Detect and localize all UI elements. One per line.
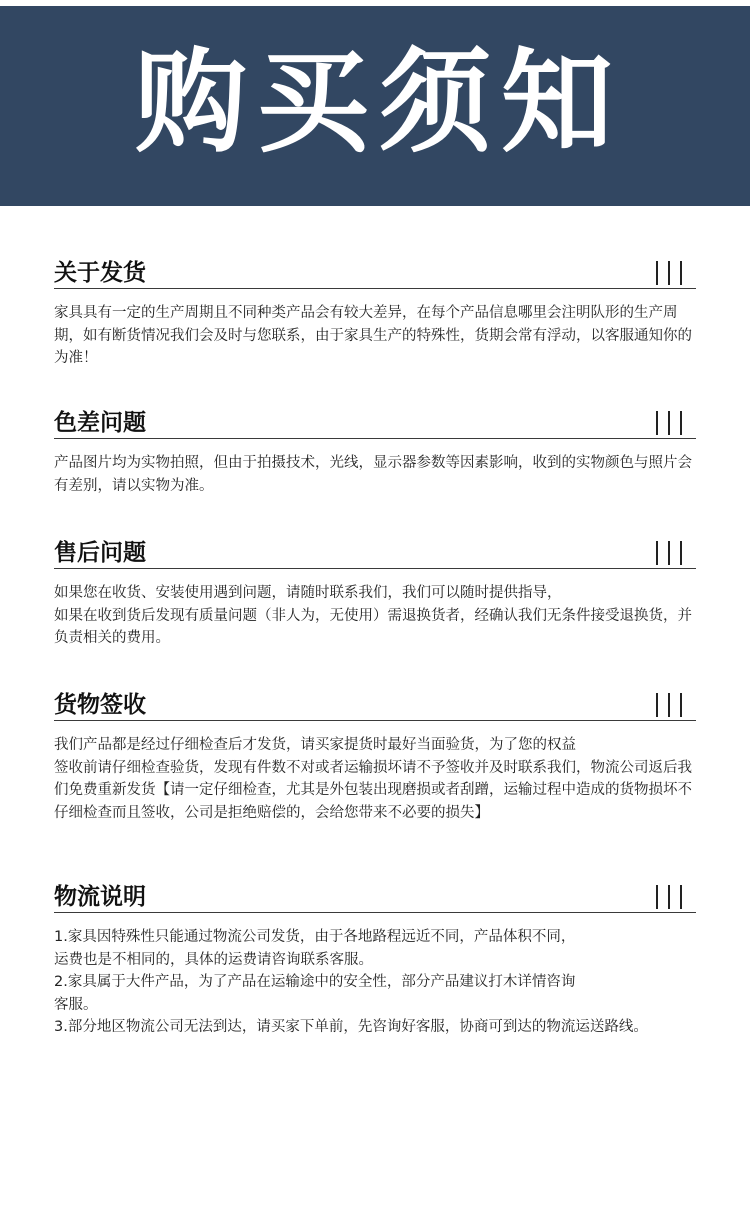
- paragraph: 运费也是不相同的，具体的运费请咨询联系客服。: [54, 951, 373, 968]
- section-body: [54, 926, 696, 1039]
- triple-bar-icon: [656, 411, 682, 435]
- section-header: [54, 534, 696, 569]
- triple-bar-icon: [656, 261, 682, 285]
- paragraph: 2.家具属于大件产品，为了产品在运输途中的安全性，部分产品建议打木详情咨询: [54, 974, 576, 990]
- section-title: 色差问题: [54, 410, 146, 436]
- section-body: [54, 734, 696, 824]
- section-color-difference: [54, 404, 696, 497]
- page-title: 购买须知: [135, 38, 623, 168]
- paragraph: 如果您在收货、安装使用遇到问题，请随时联系我们，我们可以随时提供指导，: [54, 585, 562, 601]
- paragraph: 我们产品都是经过仔细检查后才发货，请买家提货时最好当面验货，为了您的权益: [54, 737, 576, 753]
- section-logistics: [54, 878, 696, 1039]
- section-body: [54, 582, 696, 650]
- paragraph: 1.家具因特殊性只能通过物流公司发货，由于各地路程远近不同，产品体积不同，: [54, 929, 576, 945]
- paragraph: 客服。: [54, 996, 98, 1013]
- section-title: 货物签收: [54, 692, 146, 718]
- section-goods-receipt: [54, 686, 696, 824]
- section-title: 售后问题: [54, 540, 146, 566]
- section-header: [54, 254, 696, 289]
- triple-bar-icon: [656, 693, 682, 717]
- section-header: [54, 404, 696, 439]
- paragraph: 3.部分地区物流公司无法到达，请买家下单前，先咨询好客服，协商可到达的物流运送路线。: [54, 1019, 648, 1035]
- section-title: 物流说明: [54, 884, 146, 910]
- section-body: [54, 302, 696, 370]
- section-header: [54, 686, 696, 721]
- section-title: 关于发货: [54, 260, 146, 286]
- section-header: [54, 878, 696, 913]
- header-banner: [0, 6, 750, 206]
- section-after-sales: [54, 534, 696, 650]
- triple-bar-icon: [656, 885, 682, 909]
- paragraph: 产品图片均为实物拍照，但由于拍摄技术，光线，显示器参数等因素影响，收到的实物颜色与照片会有差别，请以实物为准。: [54, 455, 692, 494]
- paragraph: 家具具有一定的生产周期且不同种类产品会有较大差异，在每个产品信息哪里会注明队形的生产周期，如有断货情况我们会及时与您联系，由于家具生产的特殊性，货期会常有浮动，以客服通知你的为准！: [54, 305, 692, 366]
- section-body: [54, 452, 696, 497]
- paragraph: 签收前请仔细检查验货，发现有件数不对或者运输损坏请不予签收并及时联系我们，物流公司返后我们免费重新发货【请一定仔细检查，尤其是外包装出现磨损或者刮蹭，运输过程中造成的货物损坏不仔细检查而且签收，公司是拒绝赔偿的，会给您带来不必要的损失】: [54, 759, 692, 821]
- paragraph: 如果在收到货后发现有质量问题（非人为，无使用）需退换货者，经确认我们无条件接受退换货，并负责相关的费用。: [54, 607, 692, 646]
- triple-bar-icon: [656, 541, 682, 565]
- section-shipping: [54, 254, 696, 370]
